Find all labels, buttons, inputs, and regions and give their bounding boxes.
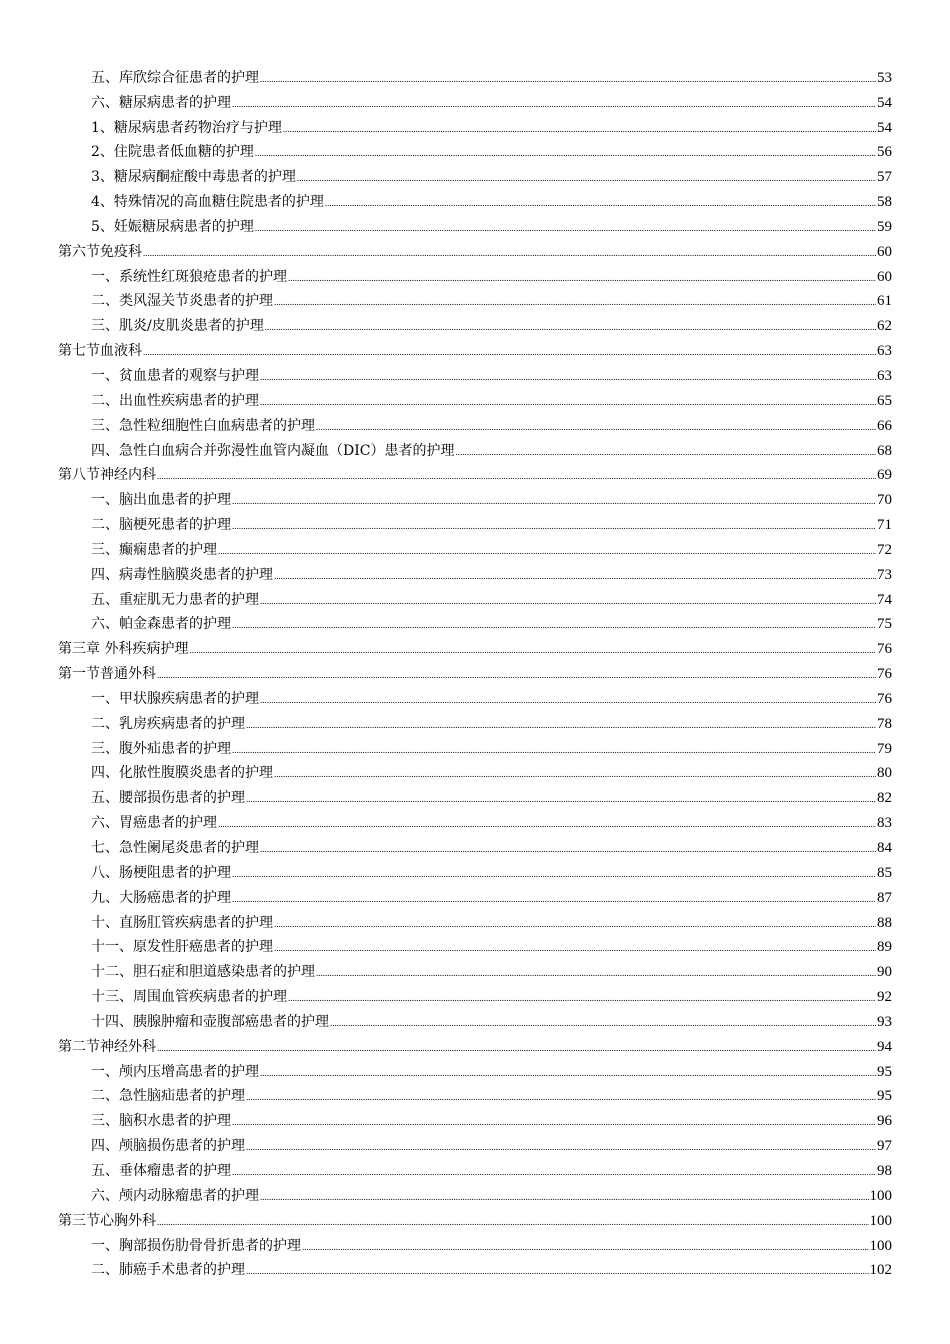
toc-page-number: 95 [877,1063,892,1080]
dot-leader [232,491,876,509]
toc-entry-row[interactable] [58,1180,892,1205]
toc-page-number: 100 [869,1237,892,1254]
toc-page-number: 73 [877,566,892,583]
toc-entry-title: 二、出血性疾病患者的护理 [91,392,259,409]
toc-entry-row[interactable] [58,832,892,857]
dot-leader [297,168,876,186]
toc-entry-title: 十二、胆石症和胆道感染患者的护理 [91,964,315,981]
toc-page-number: 70 [877,492,892,509]
toc-entry-row[interactable] [58,1006,892,1031]
toc-entry-title: 二、类风湿关节炎患者的护理 [91,293,273,310]
toc-section-row[interactable] [58,460,892,485]
toc-page-number: 57 [877,169,892,186]
toc-page-number: 76 [877,666,892,683]
toc-entry-row[interactable] [58,509,892,534]
toc-entry-title: 5、妊娠糖尿病患者的护理 [91,218,254,235]
dot-leader [246,1261,869,1279]
dot-leader [316,417,876,435]
toc-entry-title: 十、直肠肛管疾病患者的护理 [91,914,273,931]
toc-entry-row[interactable] [58,758,892,783]
toc-entry-title: 十四、胰腺肿瘤和壶腹部癌患者的护理 [91,1013,329,1030]
toc-entry-title: 一、胸部损伤肋骨骨折患者的护理 [91,1237,301,1254]
toc-page-number: 100 [869,1187,892,1204]
toc-entry-row[interactable] [58,956,892,981]
toc-page-number: 98 [877,1162,892,1179]
toc-entry-title: 七、急性阑尾炎患者的护理 [91,840,259,856]
toc-page-number: 93 [877,1013,892,1030]
toc-entry-title: 二、急性脑疝患者的护理 [91,1088,245,1105]
toc-entry-title: 二、乳房疾病患者的护理 [91,715,245,732]
toc-entry-title: 第一节普通外科 [58,666,156,683]
toc-page-number: 62 [877,318,892,335]
toc-section-row[interactable] [58,633,892,658]
toc-page-number: 102 [869,1262,892,1279]
toc-entry-row[interactable] [58,981,892,1006]
toc-entry-title: 五、重症肌无力患者的护理 [91,591,259,608]
toc-entry-title: 九、大肠癌患者的护理 [91,889,231,906]
toc-entry-row[interactable] [58,1130,892,1155]
toc-entry-title: 六、帕金森患者的护理 [91,616,231,633]
toc-entry-title: 一、脑出血患者的护理 [91,492,231,509]
toc-entry-row[interactable] [58,137,892,162]
toc-entry-title: 三、腹外疝患者的护理 [91,740,231,757]
toc-entry-title: 十一、原发性肝癌患者的护理 [91,939,273,956]
toc-entry-title: 四、病毒性脑膜炎患者的护理 [91,566,273,583]
toc-section-row[interactable] [58,658,892,683]
dot-leader [260,392,876,410]
toc-page-number: 78 [877,715,892,732]
toc-entry-row[interactable] [58,484,892,509]
toc-section-row[interactable] [58,335,892,360]
dot-leader [157,466,876,484]
toc-entry-row[interactable] [58,310,892,335]
toc-entry-row[interactable] [58,87,892,112]
toc-entry-title: 第三节心胸外科 [58,1212,156,1229]
toc-entry-row[interactable] [58,534,892,559]
toc-page-number: 60 [877,243,892,260]
toc-page-number: 76 [877,641,892,658]
toc-entry-title: 二、肺癌手术患者的护理 [91,1262,245,1279]
toc-entry-row[interactable] [58,211,892,236]
toc-entry-title: 三、脑积水患者的护理 [91,1113,231,1130]
toc-page-number: 68 [877,442,892,459]
toc-page-number: 54 [877,119,892,136]
toc-page-number: 79 [877,740,892,757]
toc-page-number: 63 [877,343,892,360]
toc-entry-row[interactable] [58,584,892,609]
toc-entry-row[interactable] [58,907,892,932]
toc-entry-title: 一、颅内压增高患者的护理 [91,1063,259,1080]
toc-entry-row[interactable] [58,807,892,832]
toc-entry-row[interactable] [58,683,892,708]
dot-leader [260,839,876,857]
toc-page-number: 76 [877,690,892,707]
dot-leader [143,342,876,360]
toc-entry-title: 三、癫痫患者的护理 [91,541,217,558]
toc-entry-row[interactable] [58,1255,892,1280]
toc-entry-title: 一、系统性红斑狼疮患者的护理 [91,268,287,285]
toc-entry-row[interactable] [58,62,892,87]
toc-page-number: 89 [877,939,892,956]
dot-leader [232,889,876,907]
toc-page-number: 75 [877,616,892,633]
dot-leader [232,516,876,534]
dot-leader [265,317,876,335]
dot-leader [157,665,876,683]
dot-leader [255,143,876,161]
toc-entry-title: 3、糖尿病酮症酸中毒患者的护理 [91,169,296,186]
toc-entry-title: 四、化脓性腹膜炎患者的护理 [91,765,273,782]
toc-entry-row[interactable] [58,1081,892,1106]
dot-leader [288,268,876,286]
toc-entry-title: 十三、周围血管疾病患者的护理 [91,989,287,1006]
toc-section-row[interactable] [58,1205,892,1230]
dot-leader [232,1112,876,1130]
toc-entry-title: 第八节神经内科 [58,467,156,484]
toc-entry-title: 一、甲状腺疾病患者的护理 [91,690,259,707]
toc-page-number: 80 [877,765,892,782]
toc-entry-title: 六、胃癌患者的护理 [91,815,217,832]
toc-page-number: 56 [877,144,892,161]
table-of-contents [58,62,892,1279]
toc-entry-title: 六、颅内动脉瘤患者的护理 [91,1187,259,1204]
toc-page-number: 65 [877,392,892,409]
dot-leader [260,1187,869,1205]
dot-leader [260,69,876,87]
toc-entry-row[interactable] [58,112,892,137]
toc-page-number: 61 [877,293,892,310]
toc-entry-row[interactable] [58,609,892,634]
toc-page-number: 63 [877,367,892,384]
toc-page-number: 88 [877,914,892,931]
toc-entry-row[interactable] [58,882,892,907]
dot-leader [260,591,876,609]
toc-entry-row[interactable] [58,410,892,435]
dot-leader [330,1013,876,1031]
toc-entry-title: 第六节免疫科 [58,243,142,260]
toc-entry-row[interactable] [58,1155,892,1180]
toc-entry-row[interactable] [58,559,892,584]
toc-entry-title: 五、腰部损伤患者的护理 [91,790,245,807]
toc-entry-title: 八、肠梗阻患者的护理 [91,864,231,881]
dot-leader [260,690,876,708]
dot-leader [455,442,876,460]
dot-leader [255,218,876,236]
toc-page-number: 92 [877,989,892,1006]
toc-page-number: 69 [877,467,892,484]
dot-leader [189,640,876,658]
toc-entry-title: 四、颅脑损伤患者的护理 [91,1138,245,1155]
toc-page-number: 96 [877,1113,892,1130]
dot-leader [232,94,876,112]
toc-entry-title: 4、特殊情况的高血糖住院患者的护理 [91,194,324,211]
toc-page-number: 54 [877,94,892,111]
toc-entry-row[interactable] [58,1056,892,1081]
dot-leader [232,615,876,633]
toc-entry-title: 一、贫血患者的观察与护理 [91,367,259,384]
toc-section-row[interactable] [58,1031,892,1056]
toc-entry-row[interactable] [58,385,892,410]
toc-page-number: 82 [877,790,892,807]
toc-page-number: 60 [877,268,892,285]
toc-page-number: 83 [877,815,892,832]
dot-leader [232,864,876,882]
toc-entry-row[interactable] [58,360,892,385]
toc-entry-row[interactable] [58,857,892,882]
toc-entry-title: 2、住院患者低血糖的护理 [91,144,254,161]
toc-entry-row[interactable] [58,435,892,460]
dot-leader [260,1063,876,1081]
toc-page-number: 97 [877,1138,892,1155]
toc-entry-row[interactable] [58,186,892,211]
toc-page-number: 53 [877,69,892,86]
dot-leader [283,119,876,137]
dot-leader [260,367,876,385]
toc-entry-title: 六、糖尿病患者的护理 [91,94,231,111]
toc-entry-title: 五、库欣综合征患者的护理 [91,69,259,86]
toc-page-number: 87 [877,889,892,906]
dot-leader [288,988,876,1006]
dot-leader [232,1162,876,1180]
dot-leader [274,938,876,956]
toc-entry-title: 第二节神经外科 [58,1038,156,1055]
toc-entry-title: 第三章 外科疾病护理 [58,641,189,658]
dot-leader [143,243,876,261]
dot-leader [246,1087,876,1105]
toc-page-number: 71 [877,517,892,534]
dot-leader [316,963,876,981]
dot-leader [218,814,876,832]
toc-entry-title: 1、糖尿病患者药物治疗与护理 [91,119,282,136]
toc-entry-row[interactable] [58,1105,892,1130]
toc-page-number: 100 [869,1212,892,1229]
dot-leader [218,541,876,559]
dot-leader [274,566,876,584]
toc-entry-title: 第七节血液科 [58,343,142,360]
toc-entry-row[interactable] [58,1230,892,1255]
dot-leader [274,292,876,310]
dot-leader [246,789,876,807]
toc-page-number: 90 [877,964,892,981]
dot-leader [246,715,876,733]
toc-entry-title: 三、急性粒细胞性白血病患者的护理 [91,417,315,434]
dot-leader [157,1038,876,1056]
dot-leader [232,740,876,758]
toc-page-number: 66 [877,417,892,434]
dot-leader [157,1212,869,1230]
toc-entry-title: 二、脑梗死患者的护理 [91,517,231,534]
toc-page-number: 94 [877,1038,892,1055]
toc-entry-row[interactable] [58,932,892,957]
toc-page-number: 85 [877,864,892,881]
toc-page-number: 84 [877,840,892,856]
toc-page-number: 58 [877,194,892,211]
toc-page-number: 72 [877,541,892,558]
dot-leader [302,1237,869,1255]
toc-entry-row[interactable] [58,782,892,807]
dot-leader [274,764,876,782]
toc-entry-row[interactable] [58,733,892,758]
toc-entry-row[interactable] [58,161,892,186]
toc-page-number: 95 [877,1088,892,1105]
dot-leader [274,914,876,932]
dot-leader [325,193,876,211]
toc-page-number: 74 [877,591,892,608]
toc-entry-title: 五、垂体瘤患者的护理 [91,1162,231,1179]
toc-entry-title: 四、急性白血病合并弥漫性血管内凝血（DIC）患者的护理 [91,442,455,459]
toc-entry-title: 三、肌炎/皮肌炎患者的护理 [91,318,264,335]
toc-entry-row[interactable] [58,708,892,733]
toc-entry-row[interactable] [58,286,892,311]
toc-section-row[interactable] [58,236,892,261]
toc-entry-row[interactable] [58,261,892,286]
toc-page-number: 59 [877,218,892,235]
dot-leader [246,1137,876,1155]
